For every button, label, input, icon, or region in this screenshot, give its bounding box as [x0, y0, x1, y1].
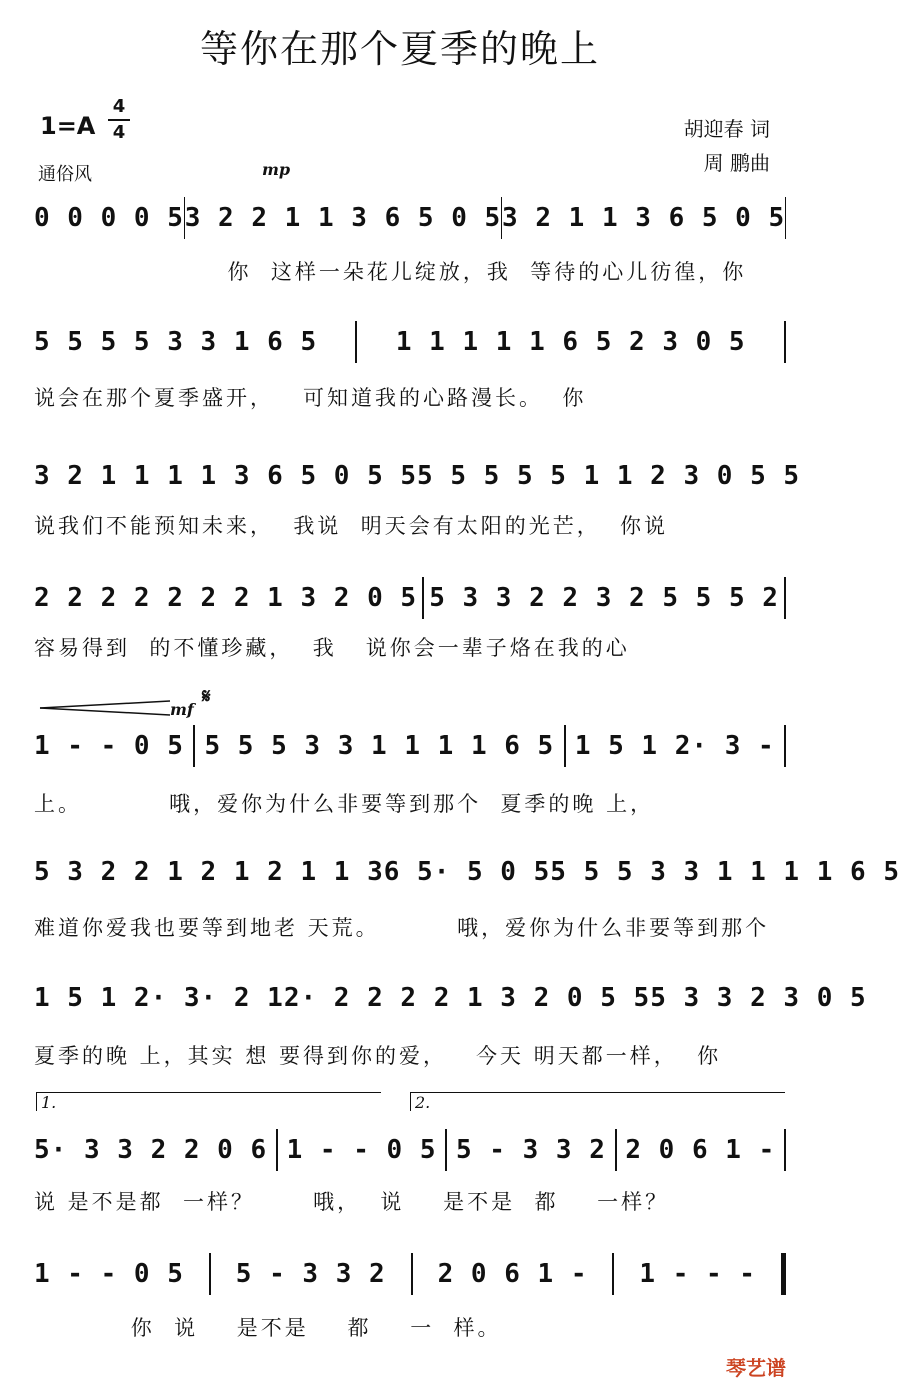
- measure: 5 5 5 3 3 1 1 1 1 6 5: [550, 857, 900, 887]
- credits: [684, 112, 770, 180]
- notation-line-5: [34, 726, 786, 766]
- segno-sign: 𝄋: [202, 684, 211, 708]
- time-signature: [108, 96, 130, 144]
- notation-line-8: [34, 1130, 786, 1170]
- measure: 3 2 2 1 1 3 6 5 0 5: [184, 203, 502, 233]
- volta-first: 1.: [36, 1092, 381, 1111]
- measure: 6 5· 5 0 5: [383, 857, 551, 887]
- notation-line-6: [34, 852, 900, 892]
- notation-line-1: [34, 198, 786, 238]
- measure: 5 - 3 3 2: [455, 1135, 606, 1165]
- time-signature-divider: [108, 119, 130, 121]
- barline: [612, 1253, 614, 1295]
- watermark-text: 琴艺谱: [726, 1356, 786, 1380]
- barline: [785, 197, 786, 239]
- lyrics-line-6: 难道你爱我也要等到地老 天荒。 哦，爱你为什么非要等到那个: [34, 916, 770, 940]
- final-barline: [781, 1253, 786, 1295]
- notation-line-9: [34, 1254, 786, 1294]
- measure: 1 - - 0 5: [34, 1259, 184, 1289]
- notation-line-2: [34, 322, 786, 362]
- measure: 5 3 3 2 2 3 2 5 5 5 2: [429, 583, 779, 613]
- barline: [411, 1253, 413, 1295]
- notation-line-3: [34, 456, 801, 496]
- lyricist: 胡迎春 词: [683, 117, 770, 141]
- dynamic-mp: mp: [262, 160, 291, 179]
- notation-line-4: [34, 578, 786, 618]
- measure: 2· 2 2 2 2 1 3 2 0 5 5: [283, 983, 651, 1013]
- barline: [784, 577, 786, 619]
- measure: 3 2 1 1 1 1 3 6 5 0 5 5: [34, 461, 418, 491]
- volta-second: 2.: [410, 1092, 785, 1111]
- measure: 5 5 5 3 3 1 1 1 1 6 5: [204, 731, 555, 761]
- measure: 5 5 5 5 5 1 1 2 3 0 5 5: [417, 461, 801, 491]
- watermark-logo: [726, 1352, 786, 1381]
- measure: 5· 3 3 2 2 0 6: [34, 1135, 268, 1165]
- measure: 5 3 3 2 3 0 5: [650, 983, 867, 1013]
- time-signature-bottom: 4: [112, 122, 126, 143]
- lyrics-line-8: 说 是不是都 一样？ 哦， 说 是不是 都 一样？: [34, 1190, 670, 1214]
- barline: [784, 321, 786, 363]
- lyrics-line-2: 说会在那个夏季盛开， 可知道我的心路漫长。 你: [34, 386, 587, 410]
- composer: 周 鹏曲: [703, 151, 770, 175]
- lyrics-line-1: 你 这样一朵花儿绽放，我 等待的心儿彷徨，你: [34, 260, 747, 284]
- notation-line-7: [34, 978, 867, 1018]
- barline: [276, 1129, 278, 1171]
- crescendo-hairpin: [40, 700, 170, 716]
- measure: 1 - - 0 5: [34, 731, 184, 761]
- measure: 5 - 3 3 2: [235, 1259, 386, 1289]
- repeat-start-barline: [193, 725, 195, 767]
- dynamic-mf: mf: [170, 700, 194, 719]
- barline: [784, 725, 786, 767]
- measure: 1 5 1 2· 3 -: [574, 731, 775, 761]
- measure: 2 0 6 1 -: [625, 1135, 776, 1165]
- barline: [209, 1253, 211, 1295]
- barline: [784, 1129, 786, 1171]
- measure: 3 2 1 1 3 6 5 0 5: [502, 203, 786, 233]
- repeat-end-barline: [445, 1129, 447, 1171]
- measure: 1 - - 0 5: [286, 1135, 437, 1165]
- barline: [615, 1129, 617, 1171]
- measure: 1 1 1 1 1 6 5 2 3 0 5: [395, 327, 746, 357]
- measure: 5 3 2 2 1 2 1 2 1 1 3: [34, 857, 384, 887]
- lyrics-line-4: 容易得到 的不懂珍藏， 我 说你会一辈子烙在我的心: [34, 636, 630, 660]
- measure: 1 - - -: [639, 1259, 756, 1289]
- lyrics-line-7: 夏季的晚 上，其实 想 要得到你的爱， 今天 明天都一样， 你: [34, 1044, 722, 1068]
- page-title: 等你在那个夏季的晚上: [199, 27, 600, 71]
- style-marking: 通俗风: [38, 164, 92, 185]
- measure: 1 5 1 2· 3· 2 1: [34, 983, 284, 1013]
- time-signature-top: 4: [112, 96, 126, 117]
- measure: 5 5 5 5 3 3 1 6 5: [34, 327, 318, 357]
- barline: [422, 577, 424, 619]
- lyrics-line-9: 你 说 是不是 都 一 样。: [34, 1316, 502, 1340]
- key-signature: 1=A: [40, 112, 96, 140]
- lyrics-line-5: 上。 哦，爱你为什么非要等到那个 夏季的晚 上，: [34, 792, 655, 816]
- measure: 2 2 2 2 2 2 2 1 3 2 0 5: [34, 583, 418, 613]
- barline: [355, 321, 357, 363]
- measure: 0 0 0 0 5: [34, 203, 184, 233]
- barline: [564, 725, 566, 767]
- lyrics-line-3: 说我们不能预知未来， 我说 明天会有太阳的光芒， 你说: [34, 514, 669, 538]
- measure: 2 0 6 1 -: [437, 1259, 588, 1289]
